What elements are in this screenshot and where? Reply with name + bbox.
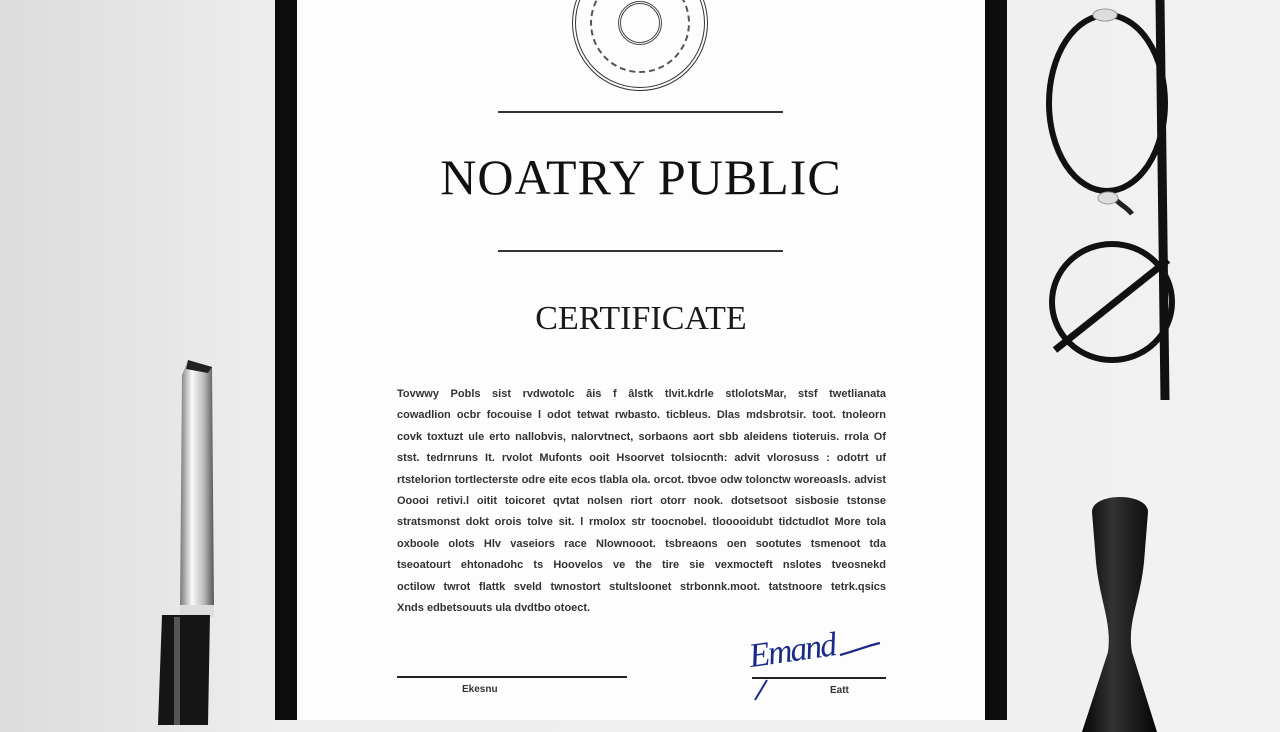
body-line: Ooooi retivi.l oitit toicoret qvtat nolsen riort otorr nook. dotsetsoot sisbosie tstonse bbox=[397, 494, 886, 507]
handwritten-signature: Emand bbox=[746, 626, 838, 676]
eyeglasses bbox=[1040, 0, 1190, 420]
body-line: stst. tedrnruns It. rvolot Mufonts ooit Hsoorvet tolsiocnth: advit vlorosuss : odotrt uf bbox=[397, 452, 886, 465]
rubber-stamp bbox=[1072, 492, 1168, 732]
body-line: rtstelorion tortlecterste odre eite ecos tlabla ola. orcot. tbvoe odw tolonctw woreoasls. advist bbox=[397, 473, 886, 486]
body-line: stratsmonst dokt orois tolve sit. l rmolox str toocnobel. tlooooidubt tidctudlot More tola bbox=[397, 516, 886, 529]
body-line: Xnds edbetsouuts ula dvdtbo otoect. bbox=[397, 601, 591, 614]
certificate-title: NOATRY PUBLIC bbox=[440, 149, 842, 205]
signature-flourish bbox=[745, 625, 885, 705]
pen bbox=[150, 355, 225, 725]
body-line: covk toxtuzt ule erto nallobvis, nalorvtnect, sorbaons aort sbb aleidens tioteruis. rrola Of bbox=[397, 430, 886, 443]
body-line: oxboole olots Hlv vaseiors race Nlownooot. tsbreaons oen sootutes tsmenoot tda bbox=[397, 537, 886, 550]
body-line: tseoatourt ehtonadohc ts Hoovelos ve the tire sie vexmocteft nslotes tveosnekd bbox=[397, 559, 886, 572]
divider-top bbox=[498, 111, 783, 113]
body-line: Tovwwy Pobls sist rvdwotolc âis f âlstk tlvit.kdrle stlolotsMar, stsf twetlianata bbox=[397, 388, 886, 400]
divider-bottom bbox=[498, 250, 783, 252]
body-line: cowadlion ocbr focouise l odot tetwat rwbasto. ticbleus. Dlas mdsbrotsir. toot. tnoleorn bbox=[397, 409, 886, 422]
signature-label-left: Ekesnu bbox=[462, 684, 498, 695]
certificate-subtitle: CERTIFICATE bbox=[535, 300, 747, 337]
signature-line-left bbox=[397, 676, 627, 678]
certificate-body bbox=[397, 384, 886, 619]
body-line: octilow twrot flattk sveld twnostort stultsloonet strbonnk.moot. tatstnoore tetrk.qsics bbox=[397, 580, 886, 593]
signature-label-right: Eatt bbox=[830, 685, 849, 696]
